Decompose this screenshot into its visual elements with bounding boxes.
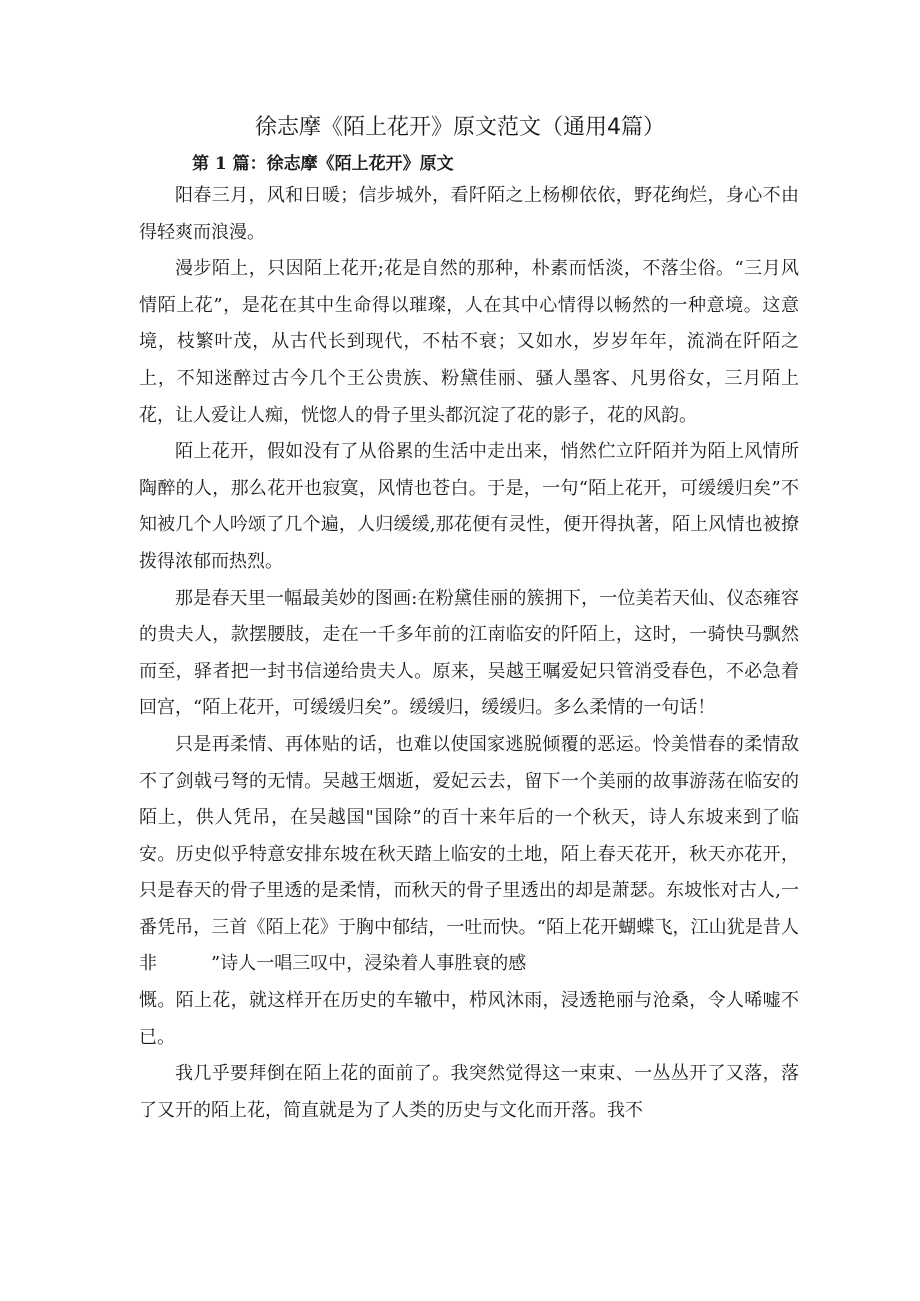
document-title: 徐志摩《陌上花开》原文范文（通用4篇） [255, 115, 665, 140]
paragraph: 阳春三月，风和日暖；信步城外，看阡陌之上杨柳依依，野花绚烂，身心不由得轻爽而浪漫。 [139, 185, 799, 243]
paragraph: 陌上花开，假如没有了从俗累的生活中走出来，悄然伫立阡陌并为陌上风情所陶醉的人，那么花开也寂寞，风情也苍白。于是，一句“陌上花开，可缓缓归矣”不知被几个人吟颂了几个遍，人归缓缓,那花便有灵性，便开得执著，陌上风情也被撩拨得浓郁而热烈。 [139, 441, 799, 572]
paragraph: 漫步陌上，只因陌上花开;花是自然的那种，朴素而恬淡，不落尘俗。“三月风情陌上花”，是花在其中生命得以璀璨，人在其中心情得以畅然的一种意境。这意境，枝繁叶茂，从古代长到现代，不枯不衰；又如水，岁岁年年，流淌在阡陌之上，不知迷醉过古今几个王公贵族、粉黛佳丽、骚人墨客、凡男俗女，三月陌上花，让人爱让人痴，恍惚人的骨子里头都沉淀了花的影子，花的风韵。 [139, 258, 799, 426]
paragraph: 那是春天里一幅最美妙的图画:在粉黛佳丽的簇拥下，一位美若天仙、仪态雍容的贵夫人，款摆腰肢，走在一千多年前的江南临安的阡陌上，这时，一骑快马飘然而至，驿者把一封书信递给贵夫人。原来，吴越王嘱爱妃只管消受春色，不必急着回宫，“陌上花开，可缓缓归矣”。缓缓归，缓缓归。多么柔情的一句话！ [139, 587, 799, 719]
paragraph: 慨。陌上花，就这样开在历史的车辙中，栉风沐雨，浸透艳丽与沧桑，令人唏嘘不已。 [139, 990, 799, 1048]
paragraph: 我几乎要拜倒在陌上花的面前了。我突然觉得这一束束、一丛丛开了又落，落了又开的陌上花，简直就是为了人类的历史与文化而开落。我不 [139, 1063, 799, 1121]
body-text [139, 178, 799, 1129]
paragraph: 只是再柔情、再体贴的话，也难以使国家逃脱倾覆的恶运。怜美惜春的柔情敌不了剑戟弓弩的无情。吴越王烟逝，爱妃云去，留下一个美丽的故事游荡在临安的陌上，供人凭吊，在吴越国"国除”的百十来年后的一个秋天，诗人东坡来到了临安。历史似乎特意安排东坡在秋天踏上临安的土地，陌上春天花开，秋天亦花开，只是春天的骨子里透的是柔情，而秋天的骨子里透出的却是萧瑟。东坡怅对古人,一番凭吊，三首《陌上花》于胸中郁结，一吐而快。“陌上花开蝴蝶飞，江山犹是昔人非 ”诗人一唱三叹中，浸染着人事胜衰的感 [139, 733, 799, 975]
section-heading: 第 1 篇：徐志摩《陌上花开》原文 [192, 154, 454, 174]
